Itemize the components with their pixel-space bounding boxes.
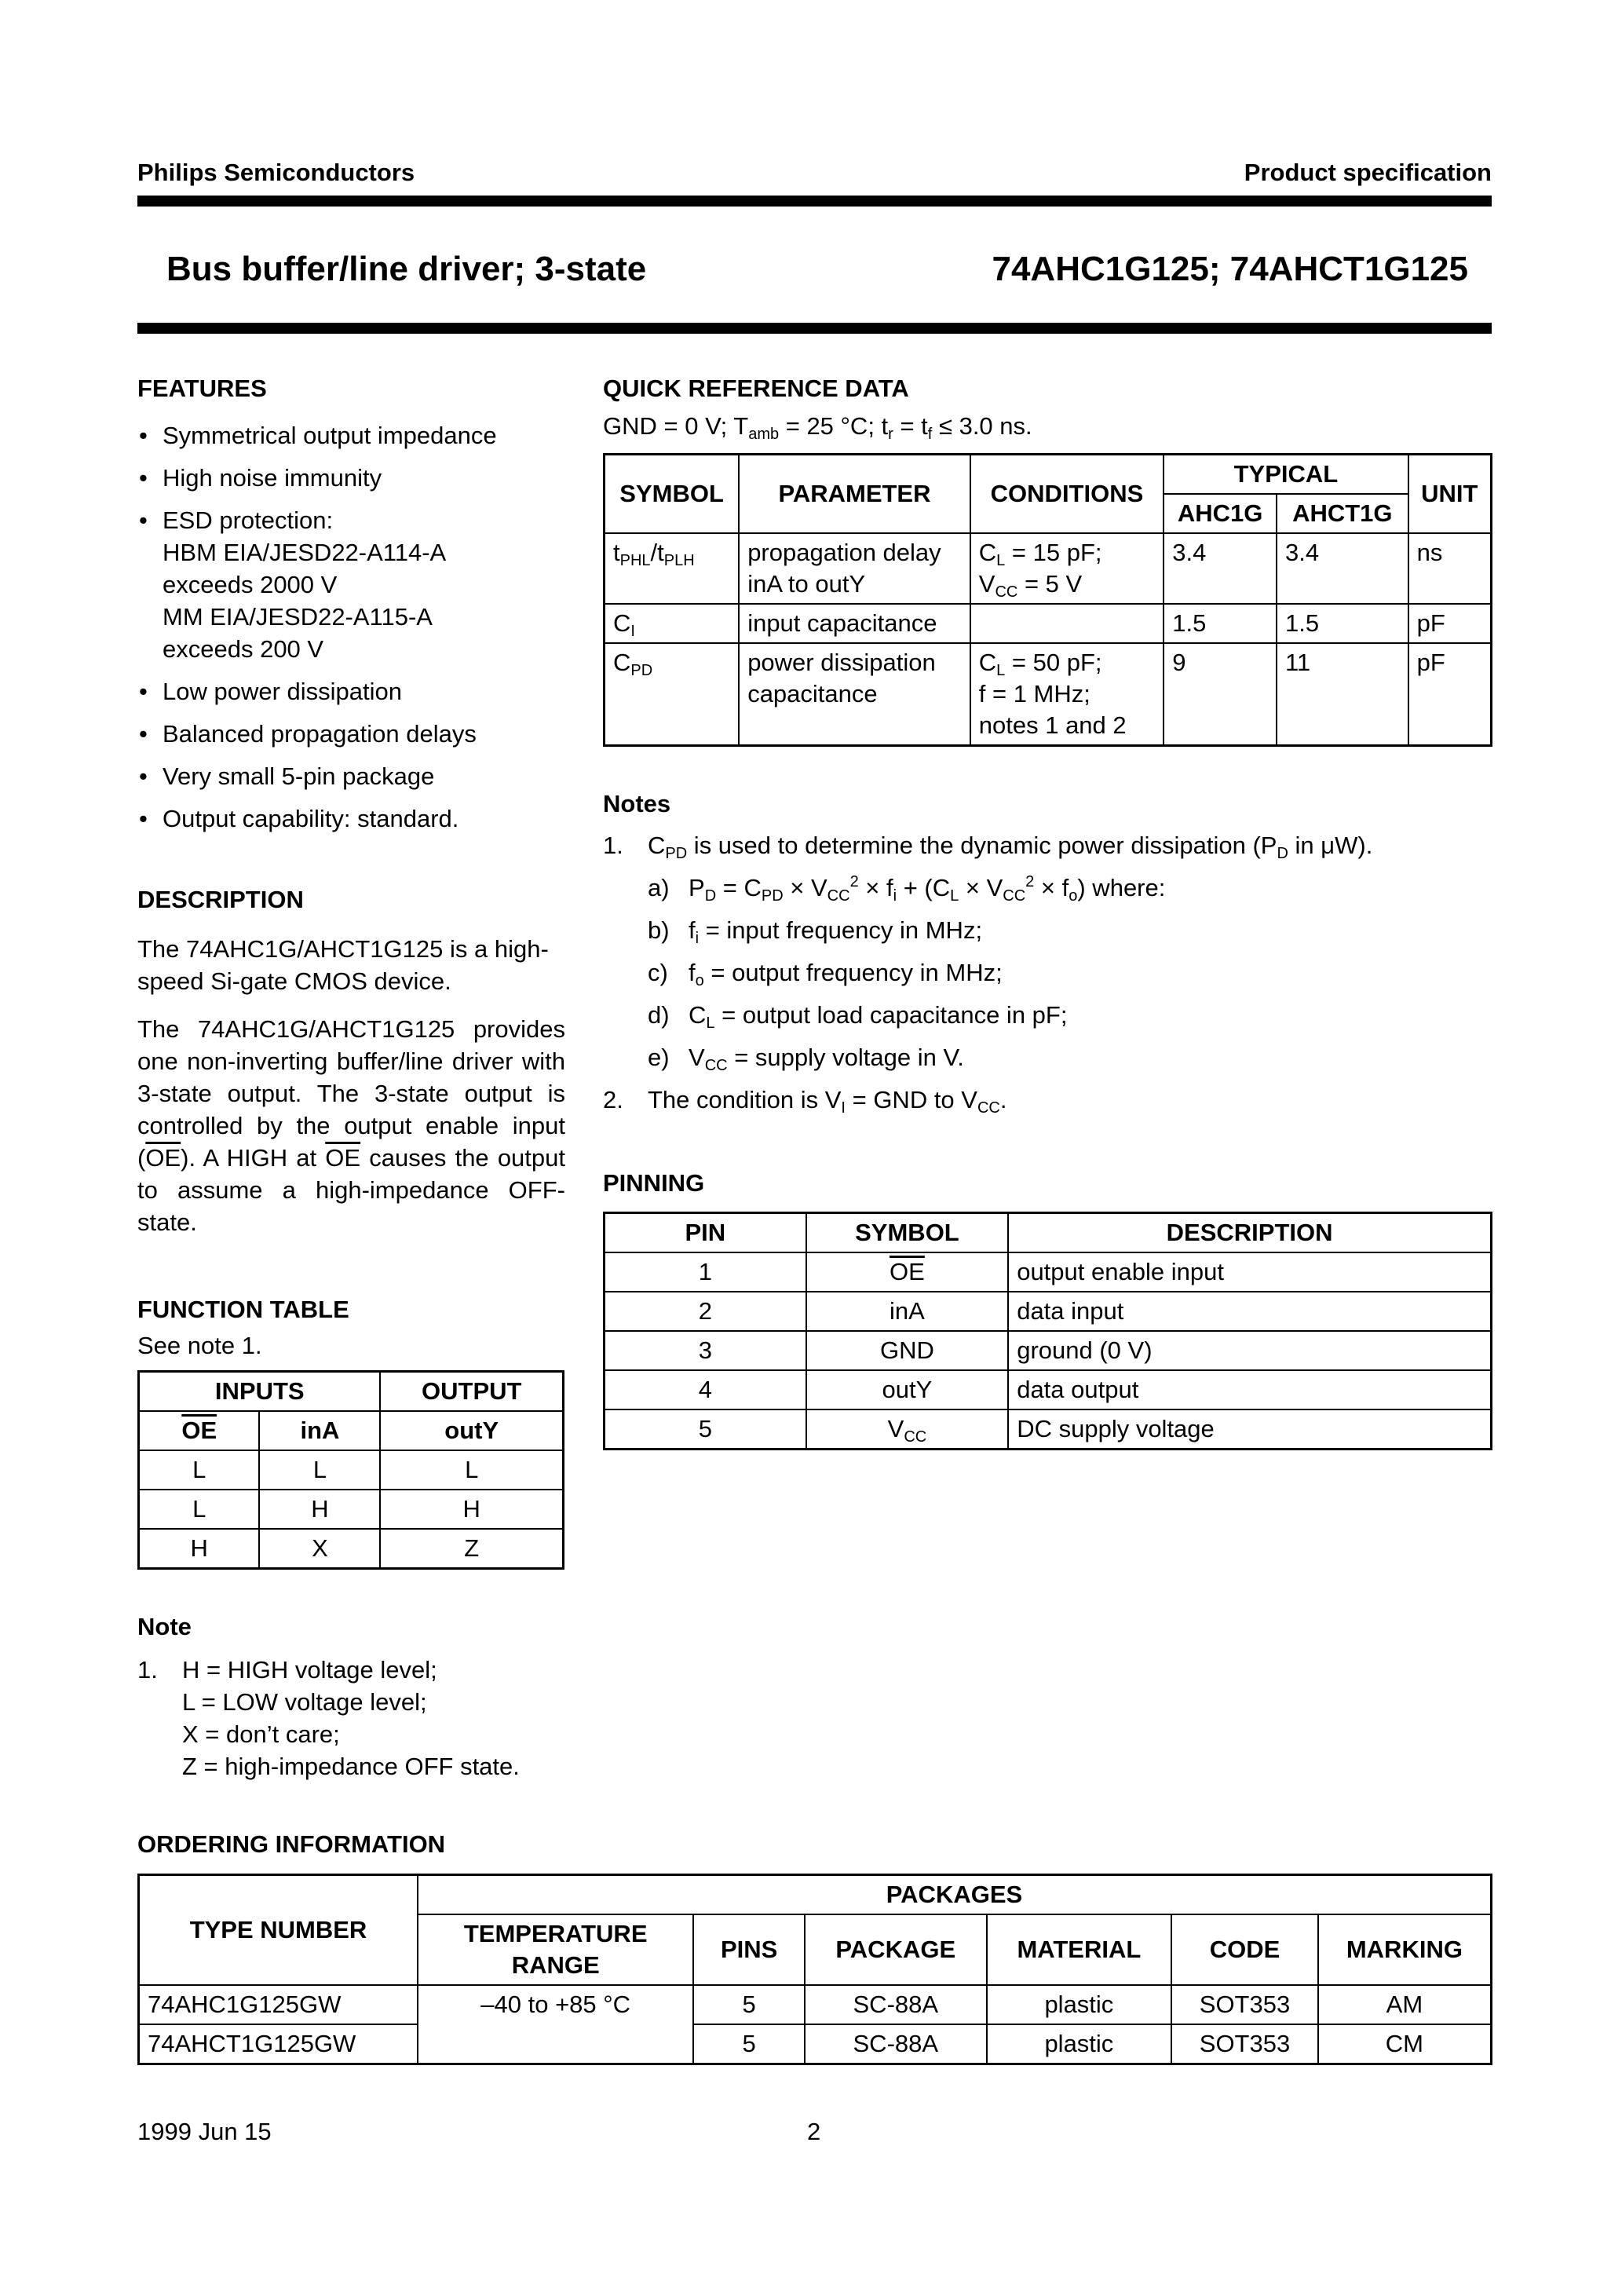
table-cell: 3.4 [1277, 533, 1408, 604]
table-cell: L [139, 1450, 260, 1490]
quick-ref-col-symbol: SYMBOL [605, 455, 740, 534]
ordering-col-packages: PACKAGES [418, 1875, 1491, 1915]
note-1b-label: b) [648, 916, 670, 944]
ordering-col-material: MATERIAL [987, 1914, 1172, 1985]
table-row [139, 1985, 1492, 2024]
document-type: Product specification [1244, 159, 1492, 186]
note-1-number: 1. [603, 832, 623, 859]
function-note-text: H = HIGH voltage level; L = LOW voltage level; X = don’t care; Z = high-impedance OFF state. [182, 1656, 520, 1780]
function-table-heading: FUNCTION TABLE [137, 1296, 349, 1323]
table-cell: AM [1318, 1985, 1492, 2024]
table-cell: output enable input [1008, 1252, 1491, 1292]
function-table-group-inputs: INPUTS [139, 1372, 381, 1412]
table-cell: H [259, 1490, 380, 1529]
table-cell: CM [1318, 2024, 1492, 2064]
quick-ref-heading: QUICK REFERENCE DATA [603, 375, 909, 402]
table-cell: pF [1408, 643, 1492, 746]
ordering-col-temperature: TEMPERATURE RANGE [418, 1914, 693, 1985]
ordering-col-marking: MARKING [1318, 1914, 1492, 1985]
quick-ref-col-parameter: PARAMETER [739, 455, 970, 534]
table-row [139, 2024, 1492, 2064]
table-cell: SOT353 [1171, 2024, 1318, 2064]
table-cell: L [259, 1450, 380, 1490]
ordering-col-pins: PINS [693, 1914, 805, 1985]
description-para-2: The 74AHC1G/AHCT1G125 provides one non-inverting buffer/line driver with 3-state output. The 3-state output is controlled by the output enable input $(\overline{OE})$. A HIGH at $\overline{OE}$ causes the output to assume a high-impedance OFF-state. [137, 1015, 566, 1236]
quick-ref-col-unit: UNIT [1408, 455, 1492, 534]
function-table-col-outy: outY [380, 1411, 563, 1450]
features-heading: FEATURES [137, 375, 267, 402]
table-cell: $C_L = 15$ pF; $V_{CC} = 5$ V [970, 533, 1164, 604]
table-row [605, 1409, 1492, 1450]
company-name: Philips Semiconductors [137, 159, 415, 186]
table-cell: 5 [693, 1985, 805, 2024]
function-note-heading: Note [137, 1613, 192, 1640]
ordering-heading: ORDERING INFORMATION [137, 1830, 446, 1858]
table-cell: $\overline{OE}$ [806, 1252, 1009, 1292]
pinning-col-description: DESCRIPTION [1008, 1213, 1491, 1253]
pinning-table [603, 1212, 1492, 1450]
table-cell: 1 [605, 1252, 806, 1292]
table-row [605, 604, 1492, 643]
table-cell: 9 [1164, 643, 1277, 746]
quick-ref-table [603, 453, 1492, 747]
table-cell: 3.4 [1164, 533, 1277, 604]
note-1b-text: $f_i$ = input frequency in MHz; [689, 916, 983, 947]
features-list [137, 419, 577, 845]
note-2-text: The condition is $V_I$ = GND to $V_{CC}$. [648, 1086, 1007, 1117]
table-cell: 5 [605, 1409, 806, 1450]
table-row [139, 1450, 564, 1490]
function-note-number: 1. [137, 1656, 158, 1684]
table-cell: L [139, 1490, 260, 1529]
table-cell: DC supply voltage [1008, 1409, 1491, 1450]
table-cell: data output [1008, 1370, 1491, 1409]
table-cell: $C_L = 50$ pF; f = 1 MHz; notes 1 and 2 [970, 643, 1164, 746]
pinning-heading: PINNING [603, 1169, 705, 1197]
table-cell: –40 to +85 °C [418, 1985, 693, 2064]
document-title: Bus buffer/line driver; 3-state [166, 250, 647, 288]
table-cell: 5 [693, 2024, 805, 2064]
note-1c-label: c) [648, 959, 668, 986]
table-cell: X [259, 1529, 380, 1569]
table-cell: L [380, 1450, 563, 1490]
note-1e-label: e) [648, 1044, 670, 1071]
feature-item: • Output capability: standard. [137, 803, 577, 835]
part-numbers: 74AHC1G125; 74AHCT1G125 [992, 250, 1468, 288]
ordering-col-code: CODE [1171, 1914, 1318, 1985]
table-cell: propagation delay inA to outY [739, 533, 970, 604]
table-row [605, 643, 1492, 746]
table-cell: 74AHCT1G125GW [139, 2024, 418, 2064]
table-cell: plastic [987, 1985, 1172, 2024]
function-table-group-output: OUTPUT [380, 1372, 563, 1412]
table-cell: 11 [1277, 643, 1408, 746]
function-table-col-ina: inA [259, 1411, 380, 1450]
table-cell: pF [1408, 604, 1492, 643]
feature-item: • Symmetrical output impedance [137, 419, 577, 452]
feature-item: • Very small 5-pin package [137, 760, 577, 792]
feature-item: • High noise immunity [137, 462, 577, 494]
table-cell: 1.5 [1277, 604, 1408, 643]
table-cell: GND [806, 1331, 1009, 1370]
table-cell: H [139, 1529, 260, 1569]
table-row [605, 1331, 1492, 1370]
table-cell: SOT353 [1171, 1985, 1318, 2024]
table-cell: data input [1008, 1292, 1491, 1331]
table-cell: 74AHC1G125GW [139, 1985, 418, 2024]
quick-ref-col-ahc: AHC1G [1164, 494, 1277, 533]
quick-ref-col-conditions: CONDITIONS [970, 455, 1164, 534]
quick-ref-col-typical: TYPICAL [1164, 455, 1408, 495]
note-1c-text: $f_o$ = output frequency in MHz; [689, 959, 1003, 989]
table-cell: 3 [605, 1331, 806, 1370]
note-1a-label: a) [648, 874, 670, 901]
note-1-text: $C_{PD}$ is used to determine the dynamic power dissipation ($P_D$ in μW). [648, 832, 1373, 862]
feature-item: • Low power dissipation [137, 675, 577, 707]
pinning-col-pin: PIN [605, 1213, 806, 1253]
table-row [605, 533, 1492, 604]
table-cell: ns [1408, 533, 1492, 604]
table-cell: 4 [605, 1370, 806, 1409]
feature-item: • Balanced propagation delays [137, 718, 577, 750]
table-cell: Z [380, 1529, 563, 1569]
note-1e-text: $V_{CC}$ = supply voltage in V. [689, 1044, 964, 1074]
ordering-col-package: PACKAGE [805, 1914, 987, 1985]
description-para-1: The 74AHC1G/AHCT1G125 is a high-speed Si-gate CMOS device. [137, 935, 549, 995]
header-rule-top [137, 196, 1492, 207]
note-2-number: 2. [603, 1086, 623, 1113]
table-row [605, 1370, 1492, 1409]
function-table [137, 1370, 564, 1570]
table-cell: H [380, 1490, 563, 1529]
table-cell: $t_{PHL}/t_{PLH}$ [605, 533, 740, 604]
table-cell: inA [806, 1292, 1009, 1331]
note-1d-text: $C_L$ = output load capacitance in pF; [689, 1001, 1068, 1032]
footer-date: 1999 Jun 15 [137, 2118, 272, 2145]
table-row [605, 1292, 1492, 1331]
table-row [605, 1252, 1492, 1292]
table-cell [970, 604, 1164, 643]
quick-ref-notes-heading: Notes [603, 790, 671, 817]
quick-ref-conditions: GND = 0 V; $T_{amb} = 25$ °C; $t_r = t_f \le 3.0$ ns. [603, 412, 1032, 443]
table-cell: 1.5 [1164, 604, 1277, 643]
table-cell: outY [806, 1370, 1009, 1409]
table-cell: plastic [987, 2024, 1172, 2064]
table-row [139, 1529, 564, 1569]
table-cell: ground (0 V) [1008, 1331, 1491, 1370]
pinning-col-symbol: SYMBOL [806, 1213, 1009, 1253]
ordering-col-type: TYPE NUMBER [139, 1875, 418, 1986]
table-cell: power dissipation capacitance [739, 643, 970, 746]
note-1a-text: $P_D = C_{PD} \times V_{CC}^2 \times f_i + (C_L \times V_{CC}^2 \times f_o)$ where: [689, 873, 1166, 905]
table-cell: SC-88A [805, 2024, 987, 2064]
table-cell: 2 [605, 1292, 806, 1331]
function-table-subtitle: See note 1. [137, 1332, 262, 1359]
table-cell: $V_{CC}$ [806, 1409, 1009, 1450]
table-row [139, 1490, 564, 1529]
ordering-table [137, 1874, 1492, 2065]
feature-item: • ESD protection: HBM EIA/JESD22-A114-A exceeds 2000 V MM EIA/JESD22-A115-A exceeds 200 V [137, 504, 577, 665]
table-cell: $C_I$ [605, 604, 740, 643]
quick-ref-col-ahct: AHCT1G [1277, 494, 1408, 533]
header-rule-bottom [137, 323, 1492, 334]
table-cell: $C_{PD}$ [605, 643, 740, 746]
table-cell: SC-88A [805, 1985, 987, 2024]
footer-page-number: 2 [807, 2118, 821, 2145]
note-1d-label: d) [648, 1001, 670, 1029]
table-cell: input capacitance [739, 604, 970, 643]
function-table-col-oe: $\overline{OE}$ [139, 1411, 260, 1450]
description-heading: DESCRIPTION [137, 886, 304, 913]
